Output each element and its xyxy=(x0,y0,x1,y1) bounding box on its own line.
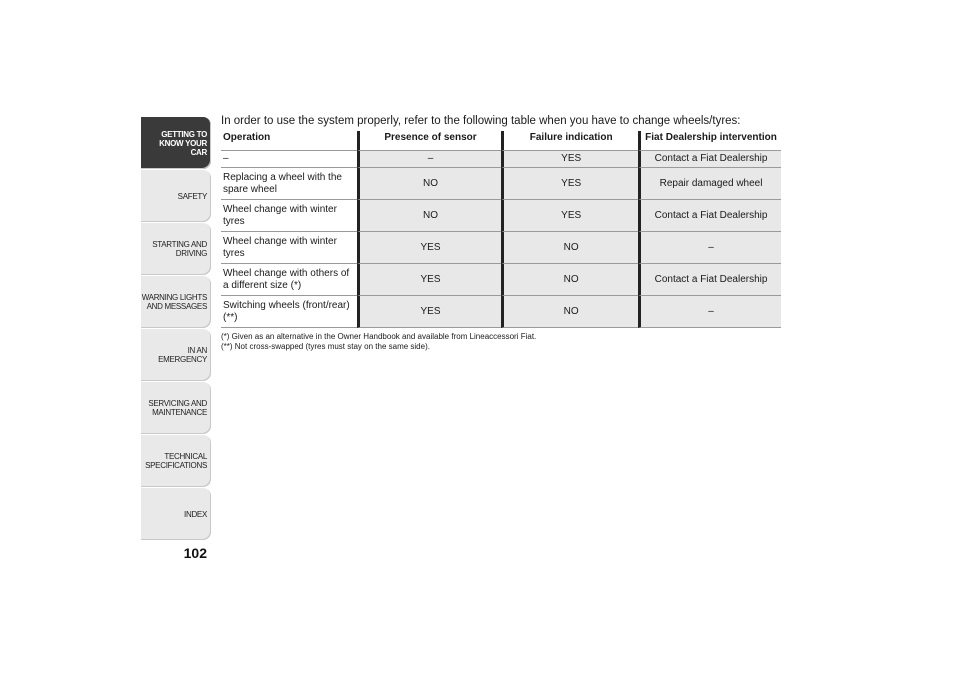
table-row xyxy=(221,296,781,328)
cell-failure: YES xyxy=(501,168,638,200)
table-row xyxy=(221,232,781,264)
footnote: (**) Not cross-swapped (tyres must stay on the same side). xyxy=(221,342,430,351)
tab-starting-and-driving[interactable]: STARTING AND DRIVING xyxy=(141,223,211,275)
tab-in-an-emergency[interactable]: IN AN EMERGENCY xyxy=(141,329,211,381)
page-content xyxy=(221,114,781,352)
tab-index[interactable]: INDEX xyxy=(141,488,211,540)
tab-getting-to-know-your-car[interactable]: GETTING TO KNOW YOUR CAR xyxy=(141,117,211,169)
cell-operation: Wheel change with winter tyres xyxy=(221,232,357,264)
header-failure-indication: Failure indication xyxy=(501,131,638,151)
cell-operation: Switching wheels (front/rear)(**) xyxy=(221,296,357,328)
cell-intervention: Contact a Fiat Dealership xyxy=(638,264,781,296)
cell-operation: – xyxy=(221,151,357,168)
tab-warning-lights-and-messages[interactable]: WARNING LIGHTS AND MESSAGES xyxy=(141,276,211,328)
wheel-change-table xyxy=(221,131,781,328)
cell-operation: Wheel change with others of a different size (*) xyxy=(221,264,357,296)
cell-failure: NO xyxy=(501,232,638,264)
footnote: (*) Given as an alternative in the Owner Handbook and available from Lineaccessori Fiat. xyxy=(221,332,537,341)
cell-intervention: – xyxy=(638,232,781,264)
table-row xyxy=(221,168,781,200)
footnotes xyxy=(221,332,781,352)
table-row xyxy=(221,151,781,168)
cell-failure: YES xyxy=(501,151,638,168)
tab-technical-specifications[interactable]: TECHNICAL SPECIFICATIONS xyxy=(141,435,211,487)
cell-sensor: NO xyxy=(357,168,502,200)
page-number: 102 xyxy=(183,545,207,561)
cell-operation: Wheel change with winter tyres xyxy=(221,200,357,232)
intro-text: In order to use the system properly, refer to the following table when you have to change wheels/tyres: xyxy=(221,115,741,127)
chapter-tabs xyxy=(141,117,211,541)
table-row xyxy=(221,264,781,296)
table-row xyxy=(221,200,781,232)
cell-sensor: – xyxy=(357,151,502,168)
cell-failure: YES xyxy=(501,200,638,232)
cell-intervention: – xyxy=(638,296,781,328)
cell-operation: Replacing a wheel with the spare wheel xyxy=(221,168,357,200)
cell-failure: NO xyxy=(501,296,638,328)
cell-sensor: YES xyxy=(357,264,502,296)
header-dealership-intervention: Fiat Dealership intervention xyxy=(638,131,781,151)
header-operation: Operation xyxy=(221,131,357,151)
cell-sensor: YES xyxy=(357,296,502,328)
cell-intervention: Contact a Fiat Dealership xyxy=(638,200,781,232)
cell-failure: NO xyxy=(501,264,638,296)
table-header-row xyxy=(221,131,781,151)
cell-intervention: Contact a Fiat Dealership xyxy=(638,151,781,168)
cell-sensor: NO xyxy=(357,200,502,232)
cell-sensor: YES xyxy=(357,232,502,264)
tab-servicing-and-maintenance[interactable]: SERVICING AND MAINTENANCE xyxy=(141,382,211,434)
tab-safety[interactable]: SAFETY xyxy=(141,170,211,222)
header-presence-of-sensor: Presence of sensor xyxy=(357,131,502,151)
cell-intervention: Repair damaged wheel xyxy=(638,168,781,200)
